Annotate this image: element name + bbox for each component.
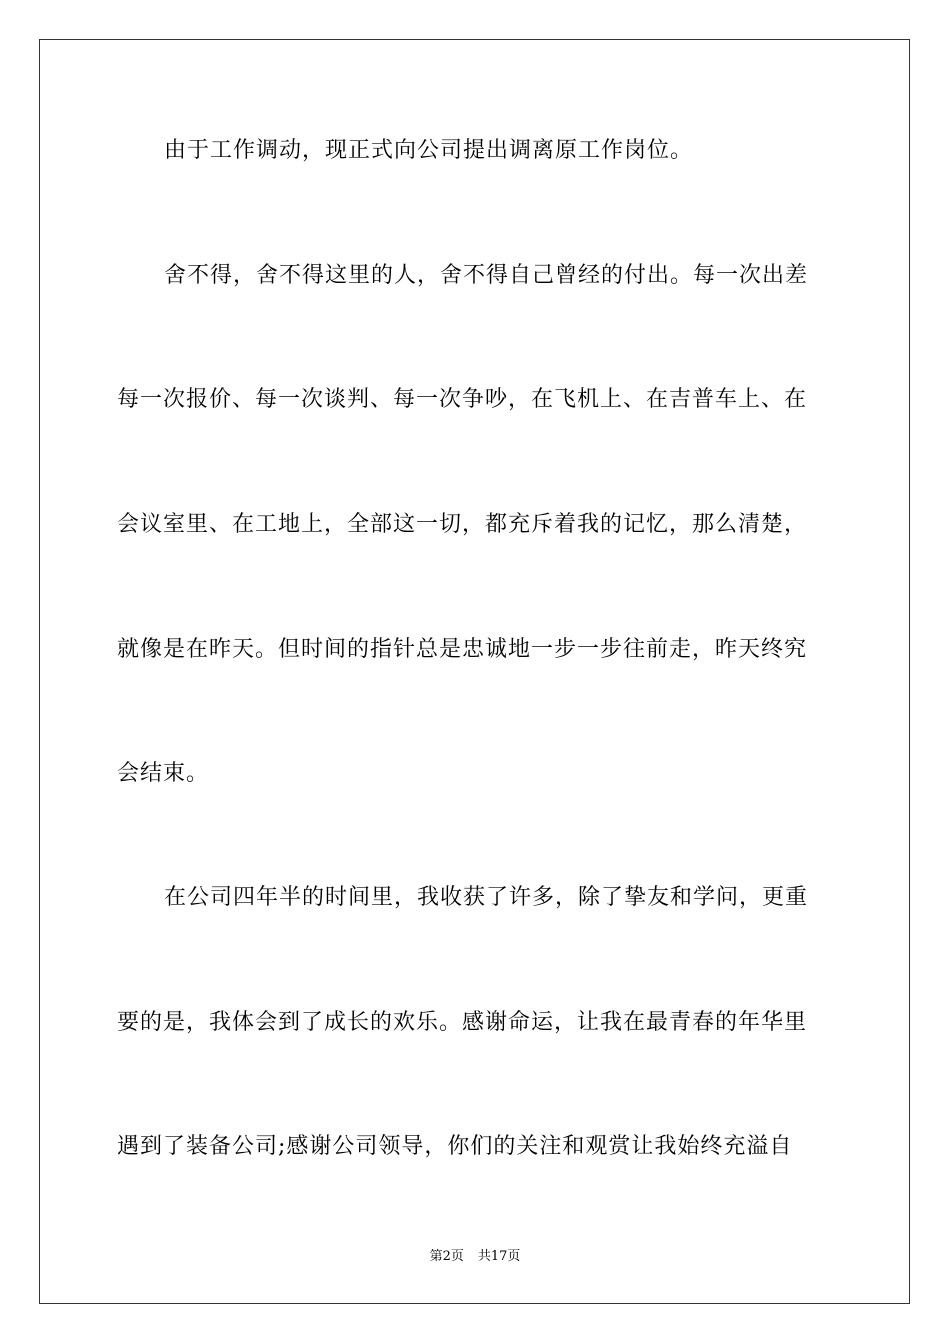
- page-footer: [0, 1248, 950, 1266]
- page-number: 第2页: [429, 1249, 464, 1264]
- paragraph-line: 每一次报价、每一次谈判、每一次争吵，在飞机上、在吉普车上、在: [117, 387, 808, 412]
- paragraph-line: 会结束。: [117, 761, 210, 786]
- paragraph-line: 在公司四年半的时间里，我收获了许多，除了挚友和学问，更重: [164, 885, 809, 910]
- page-total: 共17页: [477, 1249, 521, 1264]
- paragraph-line: 就像是在昨天。但时间的指针总是忠诚地一步一步往前走，昨天终究: [117, 637, 808, 662]
- paragraph-line: 由于工作调动，现正式向公司提出调离原工作岗位。: [164, 138, 694, 163]
- paragraph-line: 要的是，我体会到了成长的欢乐。感谢命运，让我在最青春的年华里: [117, 1010, 808, 1035]
- paragraph-line: 会议室里、在工地上，全部这一切，都充斥着我的记忆，那么清楚，: [117, 512, 808, 537]
- page-border: [39, 39, 910, 1304]
- paragraph-line: 舍不得，舍不得这里的人，舍不得自己曾经的付出。每一次出差: [164, 263, 809, 288]
- paragraph-line: 遇到了装备公司;感谢公司领导，你们的关注和观赏让我始终充溢自: [117, 1134, 793, 1159]
